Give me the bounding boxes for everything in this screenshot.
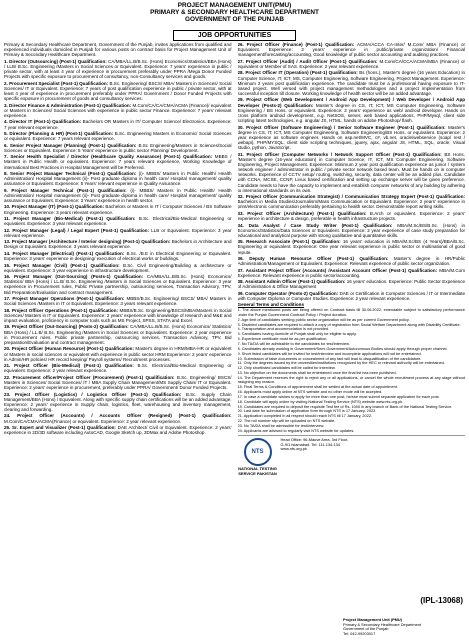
- post-description: M.Com/CA/CMA/ACMA(Finance) or equivalent. Experience: 2 year relevant experience.: [4, 418, 182, 424]
- publisher-line: Project Management Unit (PMU): [343, 617, 403, 622]
- post-heading: 17. Project Manager Operations (Post-1) Qualification:: [4, 296, 125, 302]
- general-term-item: 15. Final Terms & Conditions of appointment shall be settled at the actual date of appointment.: [237, 385, 398, 390]
- post-heading: 15. Project Manager (Civil) (Post-1) Qualification:: [4, 262, 120, 268]
- post-description: Master's degree in CS, IT, ICT, MS Computer Engineering, Software Engineering/BS Hons. or equivalent. Experience: 2 year experience as software engineer. Hands on asp.net/MVC, c#, vb.net, oracle/webservice (soap/ rest / webapi), PHP/MYSQL, client side scripting techniques, jquery, ajax, angular JS, HTML, SQL, oracle, Visual studio, python, JavaScript.: [237, 124, 465, 151]
- ipl-number: (IPL-13068): [420, 596, 463, 605]
- publisher-line: Government of the Punjab: [343, 626, 389, 631]
- post-description: MBA/M.Sc/BS/B.Sc. (Hons) in Economics/Statistics/Data Sciences or Equivalent. Experience: 2 year experience of case study preparation for educational and analytical purpose with strong qualitative and quantitative skills.: [237, 222, 465, 238]
- post-description: B.Sc. Civil Engineering/Building & architecture or equivalent. Experience: 3 year experience in infrastructure development.: [4, 262, 232, 273]
- post-description: MBA/M.Com Experience: Relevant experience in public sector/accounting.: [237, 267, 465, 278]
- post-description: B.Sc. /B.E in Electrical Engineering or Equivalent. Experience: 3 years' experience in designing/ execution of electrical works or buildings.: [4, 250, 232, 262]
- post-item: [238, 223, 466, 238]
- post-item: [4, 392, 232, 413]
- address-line: www.nts.org.pk: [280, 446, 307, 452]
- post-heading: 37. Assistant Project Officer (Accounts) /Assistant Account Officer (Post-1) Qualification:: [237, 267, 438, 273]
- general-term-item: 20. Last date for submission of application form through NTS is 17 January, 2022.: [237, 409, 377, 414]
- right-post-list: [238, 42, 466, 301]
- publisher-line: Primary & Secondary Healthcare Department: [343, 621, 422, 627]
- post-heading: 16. Project Manager (Out-Sourcing) (Posts-1) Qualification:: [4, 274, 144, 280]
- post-description: 16 years' education in MBA/M.Sc/BS (4 Years)/BBA/B.Sc. Engineering or equivalent. Experience: One year relevant experience in public sector or multinational of good repute.: [237, 239, 465, 255]
- post-item: [4, 81, 232, 102]
- post-heading: 32. Project Officer (Communication Strategist) / Communication Strategy Expert (Post-1) Qualification:: [237, 194, 465, 200]
- post-description: B.Sc. Electrical/Bio-Medical Engineering or equivalent. Experience: 2 year relevant experience.: [4, 363, 232, 374]
- post-item: [238, 97, 466, 123]
- post-heading: 38. Assistant Admin Officer (Post-1) Qualification:: [237, 279, 346, 285]
- nts-address: [278, 438, 466, 452]
- post-item: [238, 256, 466, 266]
- general-term-item: 3. Disabled candidates are required to attach a copy of registration from Social Welfare Department along with Disability Certificate.: [237, 322, 461, 327]
- post-item: [4, 119, 232, 129]
- publisher-line: Tel: 042-99203017: [343, 630, 376, 636]
- post-description: Bachelors in Architecture and Design or Equivalent. Experience: 3 years relevant experience.: [4, 239, 232, 250]
- post-heading: 36. Deputy Human Resource Officer (Post-1) Qualification:: [237, 256, 389, 262]
- post-item: [238, 291, 466, 301]
- post-description: MBBS / Masters in Public Health or equivalent. Experience: 7 years relevant experience, Working Knowledge of international Best Practices in Hospital Management will be Preferred.: [4, 154, 232, 170]
- post-heading: 1. Director (Outsourcing) (Post-1) Qualification:: [4, 58, 107, 64]
- general-term-item: 12. Only shortlisted candidates will be called for interview.: [237, 366, 336, 371]
- post-description: B.Sc. Electrical/Bio-Medical Engineering or equivalent. Experience: 3 year relevant experience.: [4, 216, 232, 227]
- post-heading: 2. Procurement Specialist (Post-1) Qualification:: [4, 80, 109, 86]
- post-item: [4, 188, 232, 203]
- post-description: Master's degree in CS, IT, ICT, MS Computer Engineering, Software Engineering / BS Hons. or equivalent. Experience: 2 years' experience as web/ android developer. Hands on cross platform android development, e.g. NetSOS, server, web based applications, PHP/Mysql, client side scripting latest technologies, e.g. angular JS, HTML, hands on adobe Photoshop/ flash.: [237, 102, 465, 124]
- post-item: [238, 42, 466, 57]
- post-item: [238, 70, 466, 96]
- department-title: PRIMARY & SECONDARY HEALTHCARE DEPARTMENT: [150, 8, 319, 16]
- post-item: [4, 425, 232, 435]
- general-terms-title: General Terms and Conditions: [237, 302, 305, 308]
- post-heading: 18. Project Officer Operations (Post-1) Qualification:: [4, 307, 118, 313]
- post-heading: 12. Project Manager (Legal) / Legal Expert (Post-1) Qualification:: [4, 227, 150, 233]
- intro-paragraph: Primary & Secondary Healthcare Department, Government of the Punjab, invites applications from qualified and experienced individuals domiciled in Punjab for various posts on contract basis for Project Management Unit of Primary & Secondary Healthcare Department.: [4, 41, 232, 58]
- post-heading: 29. Project Officer (Web Development / Android App Development) / Web Developer / Android App Developer (Posts-2) Qualification:: [237, 97, 465, 108]
- post-description: LLB or Equivalent. Experience: 3 year relevant experience.: [4, 227, 232, 238]
- post-heading: 28. Project Officer IT (Operation) (Post-1) Qualification:: [237, 70, 358, 76]
- general-term-item: 24. Applicants are advised to regularly visit NTS website for updates.: [237, 428, 355, 433]
- post-heading: 8. Senior Project Manager Technical (Post-1) Qualification:: [4, 170, 137, 176]
- post-description: Bs (hons.), Master's degree (16 years Education) in Computer Science, IT, ICT, MS, Computer Engineering, Software Engineering, Project Management. Experience: Minimum 2 years post qualification experience. The candidate must be a professional having exposure to IT-based project. Well versed with project management methodologies and a project implementation from successful inception till closure. Working knowledge of health sector will be an added advantage.: [237, 70, 465, 96]
- post-heading: 7. Senior Health Specialist / Director (Healthcare Quality Assurance) (Post-1) Qualification:: [4, 154, 213, 160]
- post-item: [238, 152, 466, 193]
- post-heading: 10. Project Manager (IT) (Post-1) Qualification:: [4, 204, 105, 210]
- post-description: BS Hons. /Master's degree (16-year education) in Computer Science, IT, ICT, MS Computer Engineering, Software Engineering, Project Management. Experience: Minimum 2 year post qualification experience as junior / system network engineer / administrator in public / private sector network based team. Must be hands on in computer networks. Experience of CCTV setup/ routing, switching, security, data center will be an added plus. Candidate with CCNA, MCSE, CCNP, Linux based certification and setting up exchange server will be given preference. Candidate needs to have the capacity to implement and establish computer networks of any building by adhering to international standards on its own.: [237, 151, 465, 193]
- post-item: [238, 59, 466, 69]
- post-heading: 21. Project Officer (Bio-Medical) (Post-1) Qualification:: [4, 363, 134, 369]
- ad-header: [4, 3, 465, 41]
- ad-footer: [238, 435, 466, 476]
- post-heading: 30. Project Officer (Software Engineering) / Senior Software Engineer (Post-1) Qualification:: [237, 124, 446, 130]
- post-heading: 3. Director Finance & Administration (Post-1) Qualification:: [4, 102, 132, 108]
- post-description: B.Sc. Engineering/ BSCS/ MBA/ Masters in Sciences/ Social Sciences/ IT or Equivalent. Experience: 7 years of post qualification experience in public / private sector, with at least 4 year of experience in procurement preferably under PPRA/ Government / Donor Funded Projects with specific exposure in procurement of goods and consultancy services.: [4, 80, 232, 102]
- post-item: [238, 239, 466, 254]
- publisher-block: [343, 618, 463, 636]
- nts-logo-subtitle: NATIONAL TESTING SERVICE PAKISTAN: [238, 466, 277, 477]
- post-description: Master's degree in HR/Public Administration/Management or Equivalent. Experience: Relevant experience of public sector organization.: [237, 256, 465, 267]
- post-description: (i)- MBBS/ Masters in Public Health/ Health Administration/ Hospital Management (ii)- Post graduate diploma in health care/ Hospital management/ quality assurance or Equivalent. Experience: 5 Years' relevant experience in Quality Assurance.: [4, 170, 232, 187]
- right-column: [238, 42, 466, 476]
- post-item: [4, 154, 232, 169]
- post-heading: 25. Sr. Expert and Visualizer (Post-1) Qualification:: [4, 425, 116, 431]
- post-item: [4, 324, 232, 345]
- post-heading: 34. Data Analyst / Case Study Writer (Post-1) Qualification:: [237, 222, 393, 228]
- post-heading: 19. Project Officer (Out-Sourcing) (Posts-2) Qualification:: [4, 324, 129, 330]
- post-item: [4, 296, 232, 306]
- general-term-item: 14. The Department reserves the right to reject any or all applications, or cancel the whole recruitment process at any stage without assigning any reason.: [237, 375, 465, 385]
- post-item: [4, 228, 232, 238]
- post-description: CA/MBA/LL.B/B.Sc. (Hons) Economics/Statistics/BBA (Hons) / LLB/ B.Sc. Engineering /Masters in Social Sciences or Equivalent. Experience: 7 years' experience in public / private sector, with at least 4 year of experience in procurement preferably under PPRA /Mega Donor Funded Projects with specific exposure to procurement of consultancy, non-Consultancy services and goods.: [4, 58, 232, 80]
- post-item: [4, 308, 232, 323]
- post-description: Master's degree in HRM/MBA-HR or equivalent or Masters in social sciences or equivalent with experience in public sector HRM Experience: 2 years' experience in Admin/HR policies/ HR record keeping/ Payroll systems/ Recruitment processes.: [4, 346, 232, 362]
- post-item: [4, 171, 232, 186]
- post-item: [4, 251, 232, 261]
- post-heading: 6. Senior Project Manager (Planning) (Post-1) Qualification:: [4, 142, 137, 148]
- post-item: [4, 375, 232, 390]
- post-item: [4, 263, 232, 273]
- general-term-item: 9. Short listed candidates will be invited for test/interview and incomplete applications will not be entertained.: [237, 351, 422, 356]
- general-term-item: 17. In case a candidate wishes to apply for more than one post, he/she must submit separate application for each post.: [237, 394, 440, 399]
- general-term-item: 23. No TA/DA shall be admissible for test/interview.: [237, 423, 325, 428]
- post-description: ACMA/ACCA CA-Inter/ M.Com/ MBA (Finance) or Equivalent. Experience: 2 years' experience in public/private organization/ Financial management/forecasting/accounting, Good knowledge of public sector accounting and auditing practices.: [237, 41, 465, 58]
- general-term-item: 2. Age limit of candidates seeking public sector organization will be as per current Government policy.: [237, 317, 410, 322]
- general-term-item: 4. Transportation and accommodation is not provided.: [237, 327, 330, 332]
- post-description: M.Com/CA/CCA/ACMA/MBA (Finance) or equivalent or Member of SAS. Experience: 2 year relevant experience.: [237, 58, 465, 69]
- general-term-item: 19. Candidates are required to deposit the requisite Test fee of Rs. 1000 in any branch of Bank of the National Testing Service.: [237, 404, 453, 409]
- post-item: [4, 239, 232, 249]
- post-item: [4, 204, 232, 214]
- post-heading: 13. Project Manager (Architecture / Interior designing) (Post-1) Qualification:: [4, 239, 171, 245]
- content-columns: [4, 42, 465, 476]
- post-heading: 22. Procurement officer/Project Officer (Procurement) (Post-1) Qualification:: [4, 374, 175, 380]
- post-description: B.Sc. Engineering/ BSCS/ Masters in Sciences/ Social Sciences/ IT / MBA Supply Chain Management/MS Supply Chain/ IT or Equivalent. Experience: 2 years' experience in procurement, preferably under PPRA/ Government/ Donor Funded Projects.: [4, 374, 232, 391]
- post-description: CA/MBA/LL.B/B.Sc. (Hons) Economics/ Statistics/ BBA (Hons) / LL.B/ B.Sc. Engineering /Masters in Social Sciences or Equivalent. Experience: 2 year experience in Procurement rules, Public private partnership, outsourcing services, Transaction Advisory, TPV, Bid preparation/Evaluation and contract management.: [4, 324, 232, 345]
- post-description: MBBS/B.Sc. Engineering/ BSCS/ MBA/ Masters in Social Sciences /Masters in IT or Equivalent. Experience: 3 years relevant experience.: [4, 296, 232, 307]
- post-item: [4, 346, 232, 361]
- post-item: [4, 143, 232, 153]
- general-term-item: 18. Candidate will apply online by visiting National Testing Service (NTS) website www.nts.org.pk.: [237, 399, 404, 404]
- post-description: (i)- MBBS/ Masters in Public Health/ Health Administration/ Hospital management (ii)- Post graduate diploma in health care/ Hospital management/ quality assurance or Equivalent. Experience: 3 Years' experience in health sector.: [4, 187, 232, 204]
- general-terms-list: [238, 308, 466, 433]
- post-description: Bachelors or Masters in IT / Computer Sciences / BS Software Engineering. Experience: 3 years relevant experience.: [4, 204, 232, 215]
- post-item: [4, 413, 232, 423]
- general-term-item: 7. No TA/DA will be admissible to the candidates for test/interview.: [237, 342, 350, 346]
- post-description: M.Com/CA/CA/CMA/ACMA (Finance)/ equivalent or Masters in Sciences/ Social Sciences with experience in public sector Finance. Experience: 7 years' relevant experience.: [4, 102, 232, 118]
- post-heading: 20. Project Officer (Human Resource) (Post-1) Qualification:: [4, 346, 134, 352]
- post-description: B.Arch or equivalent. Experience: 2 years' experience in architecture & design, preferable in health infrastructure projects.: [237, 210, 465, 222]
- post-item: [4, 59, 232, 80]
- general-term-item: 10. Submission of false documents or concealment of any fact will lead to disqualification of the candidature.: [237, 356, 422, 361]
- post-heading: 31. Project Officer (Computer Networks / Network Support Officer (Post-1) Qualification:: [237, 151, 442, 157]
- government-title: GOVERNMENT OF THE PUNJAB: [184, 15, 285, 23]
- post-heading: 14. Project Manager (Electrical) (Post-1) Qualification:: [4, 250, 125, 256]
- post-heading: 23. Project Officer (Logistics) / Logistics Officer (Post-1) Qualification:: [4, 391, 182, 397]
- post-item: [238, 279, 466, 289]
- address-line: G-9/1 Islamabad. Tel: 111-134-134: [280, 441, 340, 447]
- post-item: [4, 274, 232, 295]
- post-item: [4, 103, 232, 118]
- address-line: Head Office: 96-Mauve Area, 3rd Floor,: [280, 437, 349, 443]
- general-term-item: 5. Candidates having domicile of Punjab shall only be eligible to apply.: [237, 332, 357, 337]
- post-item: [4, 216, 232, 226]
- post-description: 16 years' education. Experience: Public Sector Experience of Administration & Office Management: [237, 279, 465, 290]
- post-description: DAE or Certification in Computer Sciences / IT or Intermediate with Computer Diploma or Computer Studies. Experience: 2 year relevant experience.: [237, 290, 465, 302]
- post-description: B.Sc. Supply Chain Management/BBA (Hons) / Equivalent. Along with specific supply chain certifications will be an added advantage. Experience: 2 years' experience in Supply chain, logistics, fleet, warehousing and inventory management, clearing and forwarding.: [4, 391, 232, 412]
- post-description: B.Sc. Engineering Masters in Economic/ Social Sciences or equivalent. Experience: 7 years relevant experience.: [4, 130, 232, 142]
- pmu-title: PROJECT MANAGEMENT UNIT(PMU): [177, 2, 292, 9]
- general-term-item: 8. Candidates already working in Government/Semi Government/Autonomous Bodies should apply through proper channel.: [237, 346, 448, 351]
- general-term-item: 16. Applicants must apply online at NTS website and no other mode will be accepted.: [237, 390, 383, 395]
- post-heading: 26. Project Officer (Finance) (Post-1) Qualification:: [237, 41, 355, 47]
- general-term-item: 22. The roll number slip will be uploaded on NTS website.: [237, 419, 336, 424]
- post-heading: 24. Project Officer (Accounts) / Accounts Officer (Resigned) (Post-1) Qualification:: [4, 413, 232, 419]
- general-term-item: 11. Only the degrees issued by the universities/institutions recognized by the HEC or relevant authority will be entertained.: [237, 361, 445, 366]
- post-heading: 39. Computer Operator (Posts-2) Qualification:: [237, 290, 339, 296]
- left-column: [4, 42, 232, 476]
- post-heading: 27. Project Officer (Audit) / Audit Officer (Post-1) Qualification:: [237, 58, 378, 64]
- post-heading: 5. Director (Planning & HR) (Post-1) Qualification:: [4, 130, 114, 136]
- job-opportunities-banner: JOB OPPORTUNITIES: [173, 30, 297, 41]
- post-description: Bachelors in Media Studies/Journalism/Mass Communication or Equivalent. Experience: 2 years' experience in print/electronic communication preferably pertaining to health sector. Demonstrable report writing skills.: [237, 199, 465, 210]
- post-description: MBBS/B.Sc. Engineering/BSCS/MBA/Masters in Social Sciences/ Masters in IT or Equivalent. Experience: 2 years' experience with knowledge of research and M&E and impact evaluation, proficiency in computer tools such as MS Project, SPSS, STATA and Excel.: [4, 307, 232, 323]
- post-description: Bachelors OR Masters in IT/ Computer Science/ Electronics. Experience: 7 year relevant experience.: [4, 119, 232, 130]
- post-description: CA/MBA/LL.B/B.Sc. (Hons) Economics/ Statistics/ BBA (Hons) / LL.B/ B.Sc. Engineering /Masters in Social Sciences or Equivalent. Experience: 3 year experience in Procurement rules, Public Private partnership, outsourcing services, Transaction Advisory, TPV, Bid Preparation/Evaluation and contract management.: [4, 274, 232, 295]
- post-item: [238, 211, 466, 221]
- post-item: [4, 363, 232, 373]
- post-item: [4, 131, 232, 141]
- post-heading: 35. Research Associate (Post-1) Qualification:: [237, 239, 341, 245]
- post-heading: 4. Director IT (Post-1) Qualification:: [4, 119, 82, 125]
- post-item: [238, 268, 466, 278]
- nts-logo-mark: NTS: [244, 438, 272, 466]
- nts-logo: [238, 438, 278, 476]
- post-item: [238, 194, 466, 209]
- post-description: DAE Architect/ Civil or Equivalent. Experience: 2 years' experience in 2D/3D software including AutoCAD, Google Sketch up, 3DMax and Adobe Photoshop.: [4, 425, 232, 436]
- general-term-item: 1. The above mentioned posts are being offered on Contract basis till 30.06.2022, extendable subject to satisfactory performance under the Punjab Government Contract Policy / Project duration.: [237, 308, 465, 317]
- general-term-item: 6. Experience certificate must be as per qualification.: [237, 337, 328, 342]
- general-term-item: 21. Application completed in all respect should reach NTS till 17 January, 2022.: [237, 414, 373, 419]
- post-description: B.Sc Engineering/Masters in Sciences/Social Sciences or Equivalent. Experience: 5 Years' experience in public sector Planning/ Development.: [4, 142, 232, 153]
- post-heading: 9. Project Manager Technical (Post-1) Qualification:: [4, 187, 127, 193]
- general-term-item: 13. No objection on the documents shall be entertained once the final list has been published.: [237, 371, 397, 376]
- post-item: [238, 125, 466, 151]
- post-heading: 33. Project Officer (Architecture) (Post-1) Qualification:: [237, 210, 367, 216]
- post-heading: 11. Project Manager (Bio-Medical) (Post-1) Qualification:: [4, 216, 136, 222]
